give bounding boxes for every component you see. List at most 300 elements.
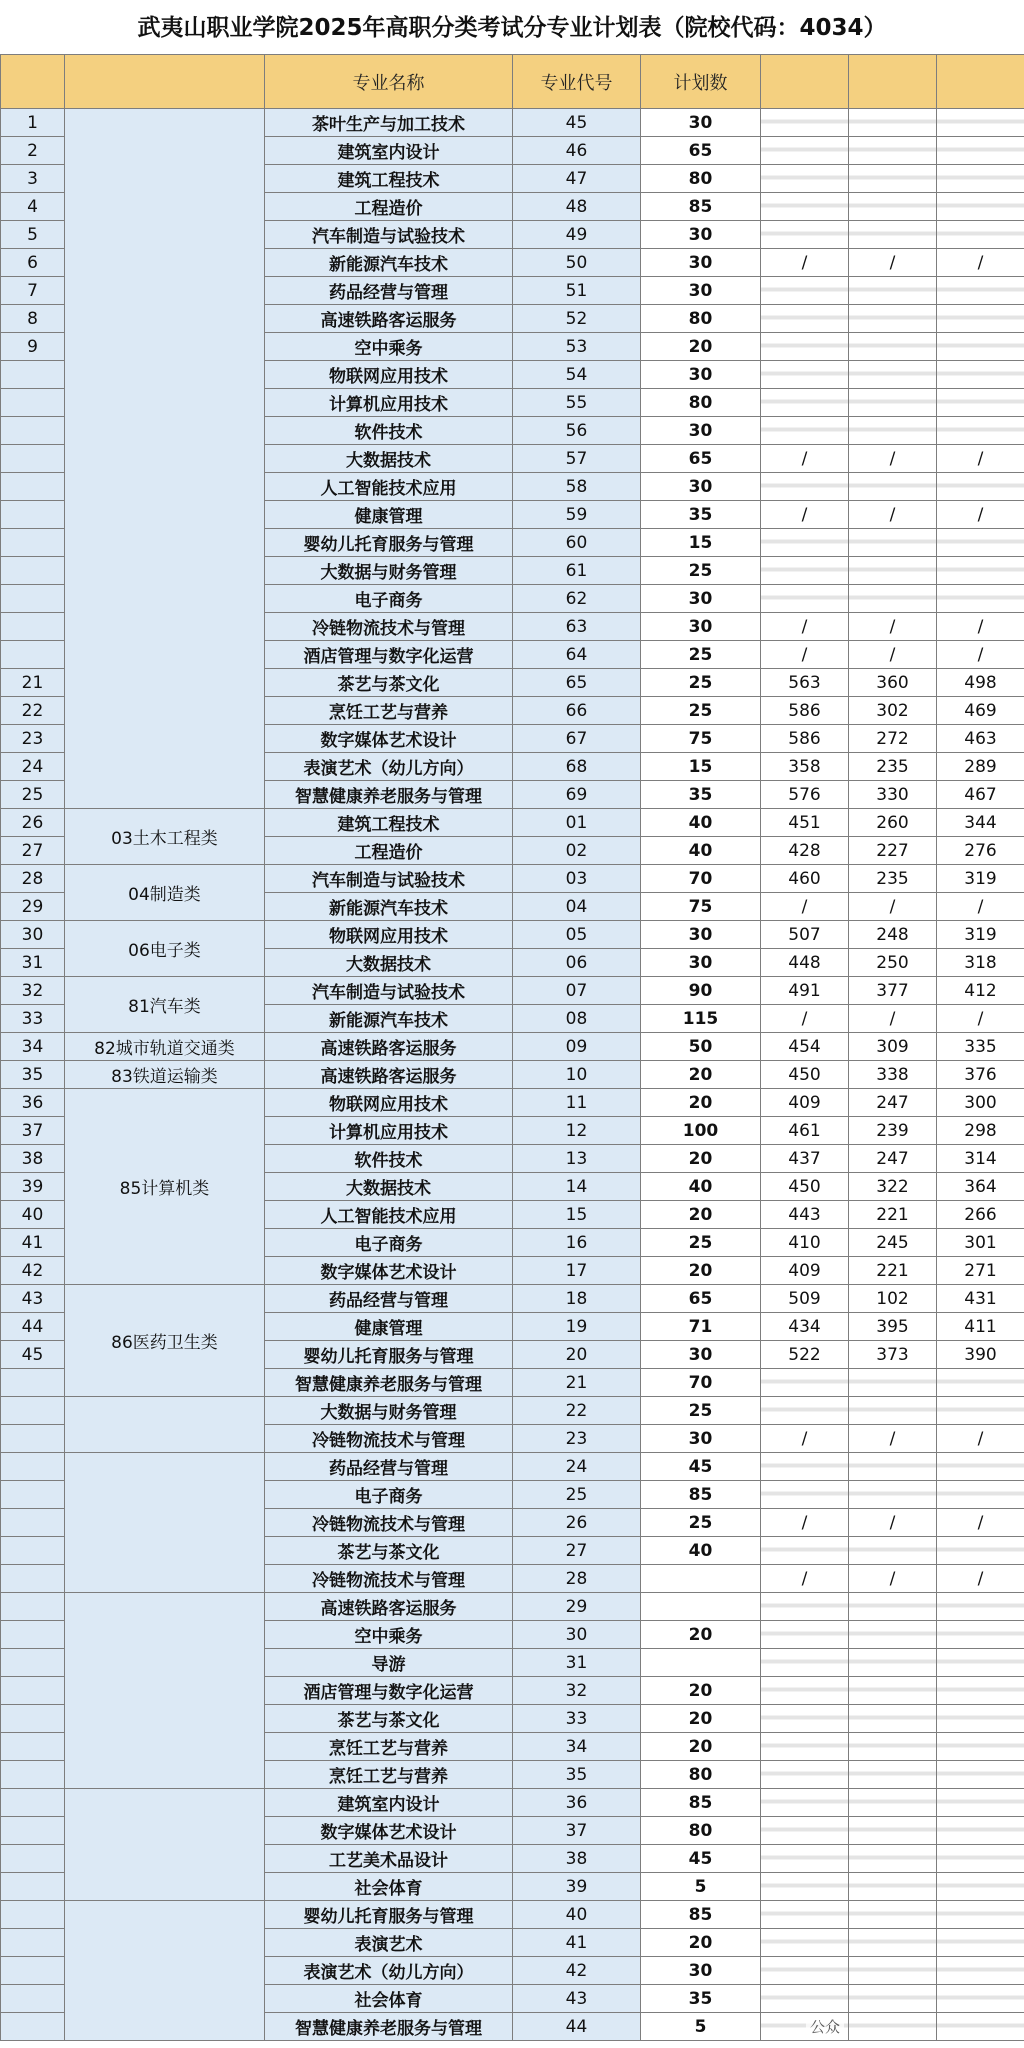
plan-count: 85	[641, 1481, 761, 1509]
score-1	[761, 557, 849, 585]
score-3: 319	[937, 865, 1024, 893]
score-2	[849, 1369, 937, 1397]
row-index	[1, 641, 65, 669]
score-3	[937, 109, 1024, 137]
score-3: 411	[937, 1313, 1024, 1341]
score-2	[849, 1397, 937, 1425]
plan-count: 30	[641, 249, 761, 277]
plan-count: 80	[641, 305, 761, 333]
row-index: 21	[1, 669, 65, 697]
major-name: 汽车制造与试验技术	[265, 221, 513, 249]
score-1: /	[761, 893, 849, 921]
score-2: /	[849, 445, 937, 473]
major-code: 08	[513, 1005, 641, 1033]
row-index: 29	[1, 893, 65, 921]
score-2	[849, 1957, 937, 1985]
major-name: 酒店管理与数字化运营	[265, 641, 513, 669]
major-name: 新能源汽车技术	[265, 1005, 513, 1033]
major-name: 冷链物流技术与管理	[265, 1565, 513, 1593]
plan-count	[641, 1565, 761, 1593]
score-3: 319	[937, 921, 1024, 949]
category-cell: 83铁道运输类	[65, 1061, 265, 1089]
score-2: 102	[849, 1285, 937, 1313]
score-3	[937, 473, 1024, 501]
row-index: 3	[1, 165, 65, 193]
score-3	[937, 1649, 1024, 1677]
plan-count: 75	[641, 893, 761, 921]
row-index: 35	[1, 1061, 65, 1089]
score-3	[937, 1957, 1024, 1985]
major-name: 智慧健康养老服务与管理	[265, 2013, 513, 2041]
score-2: 377	[849, 977, 937, 1005]
score-1: 586	[761, 725, 849, 753]
row-index	[1, 585, 65, 613]
score-3: 266	[937, 1201, 1024, 1229]
table-row	[1, 1593, 1024, 1621]
score-3	[937, 1733, 1024, 1761]
header-score-2	[849, 55, 937, 109]
plan-count: 30	[641, 949, 761, 977]
score-2	[849, 361, 937, 389]
score-3: /	[937, 1425, 1024, 1453]
plan-count: 75	[641, 725, 761, 753]
score-3	[937, 1677, 1024, 1705]
score-1: 586	[761, 697, 849, 725]
major-code: 63	[513, 613, 641, 641]
score-2	[849, 1481, 937, 1509]
major-name: 智慧健康养老服务与管理	[265, 781, 513, 809]
row-index	[1, 389, 65, 417]
score-3: 463	[937, 725, 1024, 753]
score-3: /	[937, 249, 1024, 277]
major-code: 67	[513, 725, 641, 753]
plan-count: 30	[641, 613, 761, 641]
score-1	[761, 1705, 849, 1733]
score-2: 247	[849, 1089, 937, 1117]
score-2	[849, 1817, 937, 1845]
plan-count: 115	[641, 1005, 761, 1033]
row-index	[1, 1621, 65, 1649]
major-name: 物联网应用技术	[265, 361, 513, 389]
score-1: 451	[761, 809, 849, 837]
score-1	[761, 165, 849, 193]
score-3: /	[937, 1565, 1024, 1593]
row-index: 32	[1, 977, 65, 1005]
major-name: 社会体育	[265, 1873, 513, 1901]
major-code: 66	[513, 697, 641, 725]
score-3	[937, 221, 1024, 249]
page-title: 武夷山职业学院2025年高职分类考试分专业计划表（院校代码：4034）	[0, 0, 1024, 54]
plan-count: 100	[641, 1117, 761, 1145]
score-1	[761, 1901, 849, 1929]
major-name: 茶艺与茶文化	[265, 669, 513, 697]
score-3: 364	[937, 1173, 1024, 1201]
major-name: 婴幼儿托育服务与管理	[265, 529, 513, 557]
score-2: 330	[849, 781, 937, 809]
major-name: 新能源汽车技术	[265, 249, 513, 277]
score-1	[761, 1537, 849, 1565]
plan-count: 71	[641, 1313, 761, 1341]
major-code: 03	[513, 865, 641, 893]
major-code: 22	[513, 1397, 641, 1425]
major-name: 婴幼儿托育服务与管理	[265, 1901, 513, 1929]
major-code: 59	[513, 501, 641, 529]
score-1	[761, 1649, 849, 1677]
table-row	[1, 921, 1024, 949]
score-1: 576	[761, 781, 849, 809]
score-2	[849, 1537, 937, 1565]
score-2: 395	[849, 1313, 937, 1341]
score-2	[849, 1621, 937, 1649]
score-2	[849, 1453, 937, 1481]
score-3	[937, 137, 1024, 165]
score-2: /	[849, 1425, 937, 1453]
score-1: 434	[761, 1313, 849, 1341]
score-3	[937, 333, 1024, 361]
major-code: 35	[513, 1761, 641, 1789]
major-code: 58	[513, 473, 641, 501]
score-3: 498	[937, 669, 1024, 697]
major-name: 智慧健康养老服务与管理	[265, 1369, 513, 1397]
row-index	[1, 1593, 65, 1621]
category-cell	[65, 109, 265, 809]
header-major-code: 专业代号	[513, 55, 641, 109]
score-3	[937, 1397, 1024, 1425]
plan-count: 25	[641, 1397, 761, 1425]
category-cell	[65, 1453, 265, 1593]
major-name: 汽车制造与试验技术	[265, 977, 513, 1005]
score-1: 443	[761, 1201, 849, 1229]
row-index	[1, 1537, 65, 1565]
score-1: /	[761, 1005, 849, 1033]
major-name: 烹饪工艺与营养	[265, 1733, 513, 1761]
score-1: 437	[761, 1145, 849, 1173]
score-3: /	[937, 893, 1024, 921]
score-2: 221	[849, 1257, 937, 1285]
major-code: 51	[513, 277, 641, 305]
major-code: 54	[513, 361, 641, 389]
score-1: /	[761, 641, 849, 669]
score-2	[849, 1733, 937, 1761]
plan-count: 30	[641, 473, 761, 501]
major-name: 茶叶生产与加工技术	[265, 109, 513, 137]
score-1: 450	[761, 1061, 849, 1089]
score-3	[937, 1705, 1024, 1733]
plan-count: 15	[641, 529, 761, 557]
category-cell: 82城市轨道交通类	[65, 1033, 265, 1061]
plan-count: 35	[641, 781, 761, 809]
score-1	[761, 1789, 849, 1817]
category-cell: 04制造类	[65, 865, 265, 921]
plan-count: 20	[641, 1061, 761, 1089]
major-name: 冷链物流技术与管理	[265, 1509, 513, 1537]
row-index: 8	[1, 305, 65, 333]
major-name: 新能源汽车技术	[265, 893, 513, 921]
row-index: 4	[1, 193, 65, 221]
score-1	[761, 585, 849, 613]
score-3: 276	[937, 837, 1024, 865]
major-code: 15	[513, 1201, 641, 1229]
major-name: 物联网应用技术	[265, 921, 513, 949]
score-3	[937, 1593, 1024, 1621]
major-name: 空中乘务	[265, 1621, 513, 1649]
score-2	[849, 221, 937, 249]
row-index: 23	[1, 725, 65, 753]
score-3: 344	[937, 809, 1024, 837]
score-1	[761, 193, 849, 221]
major-code: 62	[513, 585, 641, 613]
plan-count: 85	[641, 1789, 761, 1817]
score-2	[849, 305, 937, 333]
score-2	[849, 1649, 937, 1677]
major-code: 20	[513, 1341, 641, 1369]
plan-count: 20	[641, 1929, 761, 1957]
major-name: 烹饪工艺与营养	[265, 697, 513, 725]
row-index: 27	[1, 837, 65, 865]
score-2: 260	[849, 809, 937, 837]
score-1	[761, 529, 849, 557]
plan-count: 85	[641, 193, 761, 221]
major-code: 30	[513, 1621, 641, 1649]
major-name: 计算机应用技术	[265, 1117, 513, 1145]
major-name: 高速铁路客运服务	[265, 1061, 513, 1089]
table-row	[1, 1061, 1024, 1089]
major-name: 酒店管理与数字化运营	[265, 1677, 513, 1705]
major-code: 55	[513, 389, 641, 417]
score-3: /	[937, 445, 1024, 473]
row-index: 31	[1, 949, 65, 977]
score-1	[761, 1481, 849, 1509]
score-2	[849, 1929, 937, 1957]
plan-count: 20	[641, 1705, 761, 1733]
major-name: 药品经营与管理	[265, 277, 513, 305]
major-code: 13	[513, 1145, 641, 1173]
score-1	[761, 417, 849, 445]
category-cell: 86医药卫生类	[65, 1285, 265, 1397]
score-3	[937, 1537, 1024, 1565]
score-3	[937, 529, 1024, 557]
row-index	[1, 1453, 65, 1481]
score-2	[849, 473, 937, 501]
major-name: 工艺美术品设计	[265, 1845, 513, 1873]
major-code: 61	[513, 557, 641, 585]
score-1	[761, 1733, 849, 1761]
score-1: /	[761, 1425, 849, 1453]
score-1	[761, 389, 849, 417]
major-code: 33	[513, 1705, 641, 1733]
major-name: 大数据技术	[265, 445, 513, 473]
major-name: 大数据技术	[265, 949, 513, 977]
row-index	[1, 1649, 65, 1677]
major-code: 25	[513, 1481, 641, 1509]
major-code: 38	[513, 1845, 641, 1873]
major-name: 社会体育	[265, 1985, 513, 2013]
score-1	[761, 1929, 849, 1957]
plan-count: 20	[641, 1733, 761, 1761]
major-code: 02	[513, 837, 641, 865]
plan-count: 30	[641, 1957, 761, 1985]
score-3	[937, 193, 1024, 221]
table-header-row	[1, 55, 1024, 109]
score-2	[849, 1845, 937, 1873]
score-3	[937, 165, 1024, 193]
major-name: 工程造价	[265, 837, 513, 865]
score-1: 454	[761, 1033, 849, 1061]
score-2: /	[849, 1509, 937, 1537]
row-index	[1, 1761, 65, 1789]
score-3: 300	[937, 1089, 1024, 1117]
score-1	[761, 277, 849, 305]
row-index: 25	[1, 781, 65, 809]
major-code: 12	[513, 1117, 641, 1145]
score-3: /	[937, 641, 1024, 669]
major-code: 57	[513, 445, 641, 473]
score-1: 409	[761, 1089, 849, 1117]
major-code: 21	[513, 1369, 641, 1397]
table-row	[1, 1397, 1024, 1425]
major-name: 电子商务	[265, 1229, 513, 1257]
score-3: /	[937, 501, 1024, 529]
plan-count: 45	[641, 1845, 761, 1873]
score-1	[761, 137, 849, 165]
category-cell	[65, 1593, 265, 1789]
plan-count: 65	[641, 137, 761, 165]
row-index: 6	[1, 249, 65, 277]
row-index	[1, 557, 65, 585]
major-name: 建筑工程技术	[265, 165, 513, 193]
score-2	[849, 1593, 937, 1621]
header-score-1	[761, 55, 849, 109]
score-1	[761, 1873, 849, 1901]
plan-count: 20	[641, 1621, 761, 1649]
major-code: 48	[513, 193, 641, 221]
score-1	[761, 1397, 849, 1425]
table-row	[1, 1453, 1024, 1481]
major-code: 47	[513, 165, 641, 193]
major-code: 49	[513, 221, 641, 249]
major-name: 药品经营与管理	[265, 1453, 513, 1481]
major-code: 68	[513, 753, 641, 781]
score-1: 450	[761, 1173, 849, 1201]
score-3	[937, 389, 1024, 417]
major-name: 冷链物流技术与管理	[265, 613, 513, 641]
table-row	[1, 109, 1024, 137]
plan-count: 85	[641, 1901, 761, 1929]
row-index: 42	[1, 1257, 65, 1285]
score-2	[849, 557, 937, 585]
major-name: 电子商务	[265, 585, 513, 613]
major-name: 大数据与财务管理	[265, 557, 513, 585]
row-index	[1, 1705, 65, 1733]
score-2: 221	[849, 1201, 937, 1229]
score-2: 235	[849, 753, 937, 781]
major-code: 42	[513, 1957, 641, 1985]
score-3	[937, 1369, 1024, 1397]
score-2: 373	[849, 1341, 937, 1369]
major-code: 18	[513, 1285, 641, 1313]
major-name: 软件技术	[265, 1145, 513, 1173]
major-name: 茶艺与茶文化	[265, 1537, 513, 1565]
score-1: 507	[761, 921, 849, 949]
plan-count: 80	[641, 1817, 761, 1845]
category-cell: 81汽车类	[65, 977, 265, 1033]
row-index: 34	[1, 1033, 65, 1061]
major-code: 28	[513, 1565, 641, 1593]
score-2	[849, 1677, 937, 1705]
category-cell	[65, 1397, 265, 1453]
major-code: 53	[513, 333, 641, 361]
score-2	[849, 1985, 937, 2013]
score-1: 358	[761, 753, 849, 781]
plan-count: 50	[641, 1033, 761, 1061]
row-index: 30	[1, 921, 65, 949]
table-row	[1, 1901, 1024, 1929]
plan-count: 30	[641, 1425, 761, 1453]
score-1: 448	[761, 949, 849, 977]
major-code: 50	[513, 249, 641, 277]
major-code: 31	[513, 1649, 641, 1677]
row-index: 28	[1, 865, 65, 893]
score-3	[937, 2013, 1024, 2041]
score-3	[937, 1901, 1024, 1929]
major-code: 46	[513, 137, 641, 165]
plan-count: 30	[641, 109, 761, 137]
score-3	[937, 1817, 1024, 1845]
major-code: 65	[513, 669, 641, 697]
score-2: /	[849, 893, 937, 921]
major-code: 32	[513, 1677, 641, 1705]
score-1	[761, 1453, 849, 1481]
score-3: 298	[937, 1117, 1024, 1145]
row-index: 9	[1, 333, 65, 361]
score-2	[849, 1901, 937, 1929]
score-1: 563	[761, 669, 849, 697]
major-name: 高速铁路客运服务	[265, 305, 513, 333]
row-index	[1, 2013, 65, 2041]
score-2	[849, 585, 937, 613]
score-3: 431	[937, 1285, 1024, 1313]
plan-count: 25	[641, 641, 761, 669]
score-3: /	[937, 1509, 1024, 1537]
score-1	[761, 305, 849, 333]
score-2: 247	[849, 1145, 937, 1173]
score-3	[937, 1453, 1024, 1481]
score-1: 522	[761, 1341, 849, 1369]
plan-count: 20	[641, 1257, 761, 1285]
score-2: 360	[849, 669, 937, 697]
major-name: 电子商务	[265, 1481, 513, 1509]
score-1	[761, 1985, 849, 2013]
major-code: 05	[513, 921, 641, 949]
major-name: 健康管理	[265, 1313, 513, 1341]
score-2: 272	[849, 725, 937, 753]
major-name: 冷链物流技术与管理	[265, 1425, 513, 1453]
score-2	[849, 417, 937, 445]
score-1: /	[761, 249, 849, 277]
score-1: 461	[761, 1117, 849, 1145]
major-code: 19	[513, 1313, 641, 1341]
row-index	[1, 613, 65, 641]
score-3	[937, 1761, 1024, 1789]
plan-count: 30	[641, 361, 761, 389]
major-code: 06	[513, 949, 641, 977]
major-name: 数字媒体艺术设计	[265, 1817, 513, 1845]
row-index	[1, 1929, 65, 1957]
score-2	[849, 2013, 937, 2041]
major-name: 计算机应用技术	[265, 389, 513, 417]
major-code: 09	[513, 1033, 641, 1061]
score-3: 376	[937, 1061, 1024, 1089]
